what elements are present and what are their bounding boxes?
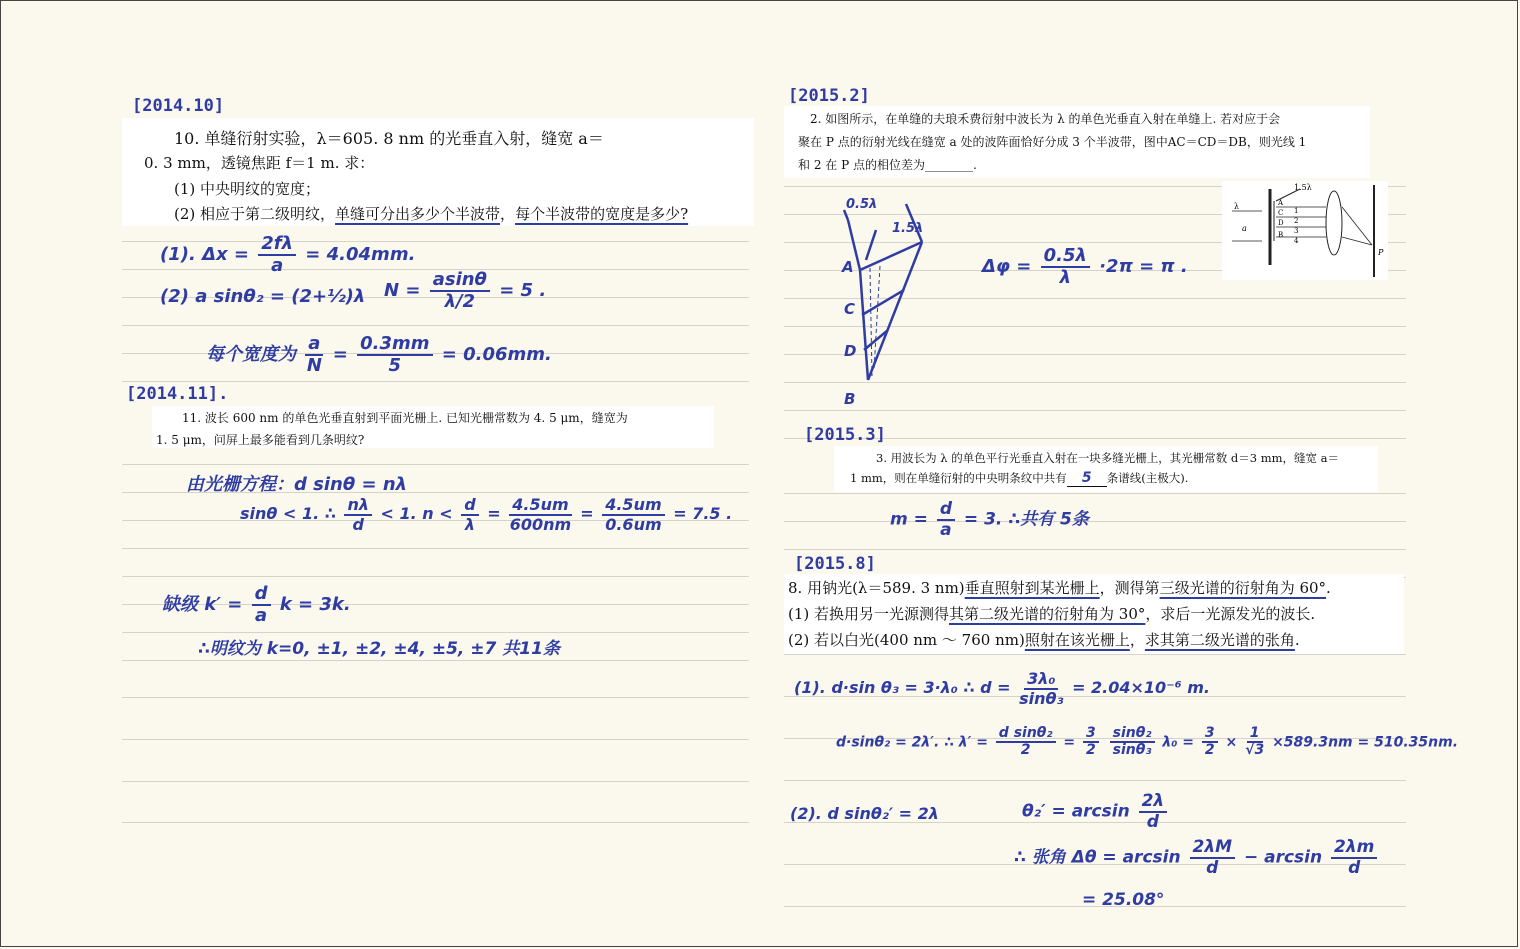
q3-ans-b: = 3. ∴共有 5条: [963, 509, 1089, 530]
q8-3b: 照射在该光栅上: [1024, 631, 1130, 649]
b2-b: < 1. n <: [380, 504, 453, 524]
q3-text2b: 条谱线(主极大).: [1106, 471, 1189, 485]
problem-8-clip: [784, 574, 1404, 654]
sketch-A: A: [842, 258, 854, 276]
q3-text2a: 1 mm，则在单缝衍射的中央明条纹中共有: [850, 471, 1067, 485]
a2-fraction: [430, 270, 490, 312]
problem-3-line2: [850, 470, 1188, 487]
a3-f2-num: 0.3mm: [357, 334, 432, 356]
c4-f2-den: d: [1348, 857, 1361, 878]
answer-1-2: (2) a sinθ₂ = (2+½)λ: [160, 286, 366, 307]
b2-a: sinθ < 1. ∴: [240, 504, 336, 524]
b2-f3-den: 600nm: [509, 514, 572, 534]
c1-fraction: [1019, 670, 1063, 707]
c2-f4-num: 3: [1202, 726, 1218, 743]
b2-f4-num: 4.5um: [602, 496, 664, 516]
c2-e: ×589.3nm = 510.35nm.: [1272, 734, 1459, 751]
c2-f1-num: d sinθ₂: [996, 726, 1056, 743]
problem-8-line2: [788, 603, 1315, 624]
a2-num: asinθ: [430, 270, 490, 292]
fig-ray-1: 1: [1294, 207, 1299, 215]
a1-num: 2fλ: [258, 234, 296, 256]
b3-den: a: [254, 604, 268, 626]
phase-fraction: [1041, 246, 1090, 288]
b2-f2-den: λ: [464, 514, 476, 534]
fig-A: A: [1278, 199, 1284, 207]
hand-sketch-svg: [830, 190, 940, 410]
a2-N: N =: [384, 279, 421, 301]
c2-fraction-1: [996, 726, 1056, 759]
a3-fraction-2: [357, 334, 432, 376]
problem-2-line3: 和 2 在 P 点的相位差为________.: [798, 158, 977, 172]
c2-c: λ₀ =: [1162, 734, 1194, 751]
b3-b: k = 3k.: [279, 593, 351, 615]
single-slit-figure: [1222, 181, 1388, 280]
a1-fraction: [258, 234, 296, 276]
fig-lambda-label: λ: [1234, 202, 1240, 211]
problem-10-line2: 0. 3 mm，透镜焦距 f＝1 m. 求：: [144, 154, 375, 172]
c4-f1-den: d: [1206, 857, 1219, 878]
b2-c: =: [487, 504, 501, 524]
q8-2a: (1) 若换用另一光源测得: [788, 605, 950, 623]
b3-fraction: [252, 584, 271, 626]
b3-num: d: [252, 584, 271, 606]
c3-den: d: [1146, 811, 1159, 832]
c2-fraction-5: [1245, 726, 1264, 759]
c2-f2-den: 2: [1086, 742, 1096, 759]
q8-1b: 垂直照射到某光栅上: [964, 579, 1100, 597]
problem-2-line1: 2. 如图所示，在单缝的夫琅禾费衍射中波长为 λ 的单色光垂直入射在单缝上. 若对应于会: [810, 112, 1281, 126]
fig-a-label: a: [1242, 224, 1247, 233]
b2-fraction-3: [509, 496, 571, 533]
q8-answer-3-left: (2). d sinθ₂′ = 2λ: [790, 804, 939, 823]
sketch-15: 1.5λ: [892, 221, 924, 236]
p10-underlined-2: 每个半波带的宽度是多少?: [515, 205, 689, 223]
phase-den: λ: [1059, 266, 1071, 288]
q3-ans-a: m =: [890, 509, 928, 530]
c3-b: θ₂′ = arcsin: [1022, 801, 1130, 822]
problem-tag-2015-3: [2015.3]: [804, 425, 886, 445]
q3-num: d: [937, 500, 955, 521]
a3-prefix: 每个宽度为: [206, 343, 296, 365]
a1-rest: = 4.04mm.: [305, 243, 416, 265]
q3-fill-blank: 5: [1067, 470, 1107, 487]
hand-sketch: [830, 190, 940, 410]
q8-3d: 求其第二级光谱的张角: [1144, 631, 1295, 649]
c2-f1-den: 2: [1020, 742, 1031, 759]
answer-1-1: [160, 234, 415, 276]
p10-comma: ，: [500, 205, 516, 223]
problem-tag-2015-2: [2015.2]: [788, 86, 870, 106]
problem-10-clip: [122, 118, 754, 226]
c4-fraction-1: [1190, 838, 1236, 877]
c2-d: ×: [1225, 734, 1238, 751]
c1-den: sinθ₃: [1019, 688, 1064, 708]
q8-3e: .: [1294, 631, 1300, 649]
problem-tag-2015-8: [2015.8]: [794, 554, 876, 574]
a2-den: λ/2: [444, 290, 476, 312]
problem-tag-2014-10: [2014.10]: [132, 96, 225, 116]
problem-10-line3: (1) 中央明纹的宽度；: [174, 180, 321, 198]
q3-answer: [890, 500, 1089, 539]
q3-den: a: [940, 519, 952, 540]
problem-3-clip: [834, 446, 1378, 492]
c2-f2-num: 3: [1083, 726, 1099, 743]
q8-2c: ，求后一光源发光的波长.: [1145, 605, 1316, 623]
answer-2-2: [240, 496, 732, 533]
c2-a: d·sinθ₂ = 2λ′. ∴ λ′ =: [836, 734, 988, 751]
b2-f4-den: 0.6um: [605, 514, 662, 534]
q8-1c: ，测得第: [1099, 579, 1160, 597]
c1-num: 3λ₀: [1024, 670, 1058, 690]
b2-e: = 7.5 .: [673, 504, 733, 524]
b3-a: 缺级 k′ =: [162, 593, 243, 615]
slit-figure-svg: [1222, 181, 1388, 280]
fig-ray-4: 4: [1294, 237, 1299, 245]
c4-a: ∴ 张角 Δθ = arcsin: [1014, 847, 1181, 868]
c1-a: (1). d·sin θ₃ = 3·λ₀ ∴ d =: [794, 678, 1011, 698]
b2-f2-num: d: [461, 496, 478, 516]
fig-C: C: [1278, 209, 1284, 217]
b2-f1-num: nλ: [344, 496, 372, 516]
p10-part: (2) 相应于第二级明纹，: [174, 205, 336, 223]
problem-3-line1: 3. 用波长为 λ 的单色平行光垂直入射在一块多缝光栅上，其光栅常数 d＝3 mm，缝宽 a＝: [876, 451, 1340, 465]
problem-2-clip: [784, 106, 1370, 178]
q8-2b: 其第二级光谱的衍射角为 30°: [949, 605, 1146, 623]
c2-b: =: [1063, 734, 1076, 751]
q8-1e: .: [1326, 579, 1331, 597]
b2-d: =: [580, 504, 594, 524]
q8-answer-1: [794, 670, 1210, 707]
q8-answer-3-right: [1022, 792, 1170, 831]
c2-f4-den: 2: [1204, 742, 1215, 759]
problem-10-line1: 10. 单缝衍射实验，λ＝605. 8 nm 的光垂直入射，缝宽 a＝: [174, 129, 604, 148]
answer-1-2-N: [384, 270, 546, 312]
answer-2-1: 由光栅方程：d sinθ = nλ: [186, 474, 408, 495]
sketch-C: C: [844, 300, 856, 318]
c4-b: − arcsin: [1243, 847, 1323, 868]
fig-P-label: P: [1378, 248, 1384, 257]
b2-fraction-1: [344, 496, 372, 533]
fig-ray-2: 2: [1294, 217, 1299, 225]
q8-answer-4: [1014, 838, 1380, 877]
a3-f1-num: a: [305, 334, 323, 356]
q8-1a: 8. 用钠光(λ＝589. 3 nm): [788, 579, 965, 597]
problem-11-line1: 11. 波长 600 nm 的单色光垂直射到平面光栅上. 已知光栅常数为 4. 5 μm，缝宽为: [182, 411, 628, 425]
problem-8-line1: [788, 577, 1331, 598]
c1-b: = 2.04×10⁻⁶ m.: [1072, 678, 1210, 698]
a3-rest: = 0.06mm.: [441, 343, 552, 365]
q8-3c: ，: [1129, 631, 1145, 649]
q8-answer-2: [836, 726, 1458, 759]
fig-D: D: [1278, 219, 1284, 227]
answer-1-3: [206, 334, 552, 376]
answer-2-3: [162, 584, 351, 626]
fig-B: B: [1278, 231, 1284, 239]
a3-f1-den: N: [306, 354, 322, 376]
q8-answer-5: = 25.08°: [1082, 890, 1165, 910]
b2-f1-den: d: [352, 514, 364, 534]
a3-eq: =: [332, 343, 348, 365]
a1-den: a: [271, 254, 284, 276]
q8-1d: 三级光谱的衍射角为 60°: [1159, 579, 1327, 597]
a1-prefix: (1). Δx =: [160, 243, 249, 265]
c3-num: 2λ: [1139, 792, 1168, 813]
b2-f3-num: 4.5um: [509, 496, 571, 516]
c3-fraction: [1139, 792, 1168, 831]
a2-rest: = 5 .: [499, 279, 547, 301]
phase-a: Δφ =: [982, 255, 1032, 277]
c4-f1-num: 2λM: [1190, 838, 1236, 859]
problem-11-clip: [152, 406, 714, 448]
q8-3a: (2) 若以白光(400 nm ～ 760 nm): [788, 631, 1025, 649]
phase-num: 0.5λ: [1041, 246, 1090, 268]
problem-11-line2: 1. 5 μm，问屏上最多能看到几条明纹?: [156, 433, 365, 447]
c2-f3-num: sinθ₂: [1110, 726, 1155, 743]
sketch-05: 0.5λ: [846, 197, 878, 212]
c2-fraction-4: [1202, 726, 1218, 759]
a3-fraction-1: [305, 334, 323, 376]
answer-2-4: ∴明纹为 k=0, ±1, ±2, ±4, ±5, ±7 共11条: [198, 639, 560, 659]
fig-ray-3: 3: [1294, 227, 1299, 235]
problem-8-line3: [788, 629, 1300, 650]
b2-fraction-2: [461, 496, 478, 533]
c2-f3-den: sinθ₃: [1112, 742, 1152, 759]
phase-answer: [982, 246, 1188, 288]
p10-underlined-1: 单缝可分出多少个半波带: [335, 205, 501, 223]
problem-2-line2: 聚在 P 点的衍射光线在缝宽 a 处的波阵面恰好分成 3 个半波带，图中AC＝CD＝DB，则光线 1: [798, 135, 1307, 149]
q3-fraction: [937, 500, 955, 539]
problem-10-line4: [174, 203, 688, 224]
phase-b: ·2π = π .: [1099, 255, 1188, 277]
a3-f2-den: 5: [388, 354, 402, 376]
c2-f5-den: √3: [1245, 742, 1265, 759]
c2-f5-num: 1: [1247, 726, 1263, 743]
sketch-B: B: [844, 390, 856, 408]
fig-15-label: 1.5λ: [1294, 183, 1312, 192]
c4-f2-num: 2λm: [1331, 838, 1377, 859]
c2-fraction-3: [1110, 726, 1155, 759]
c2-fraction-2: [1083, 726, 1099, 759]
b2-fraction-4: [602, 496, 664, 533]
sketch-D: D: [844, 342, 857, 360]
problem-tag-2014-11: [2014.11].: [126, 384, 229, 404]
c4-fraction-2: [1331, 838, 1377, 877]
